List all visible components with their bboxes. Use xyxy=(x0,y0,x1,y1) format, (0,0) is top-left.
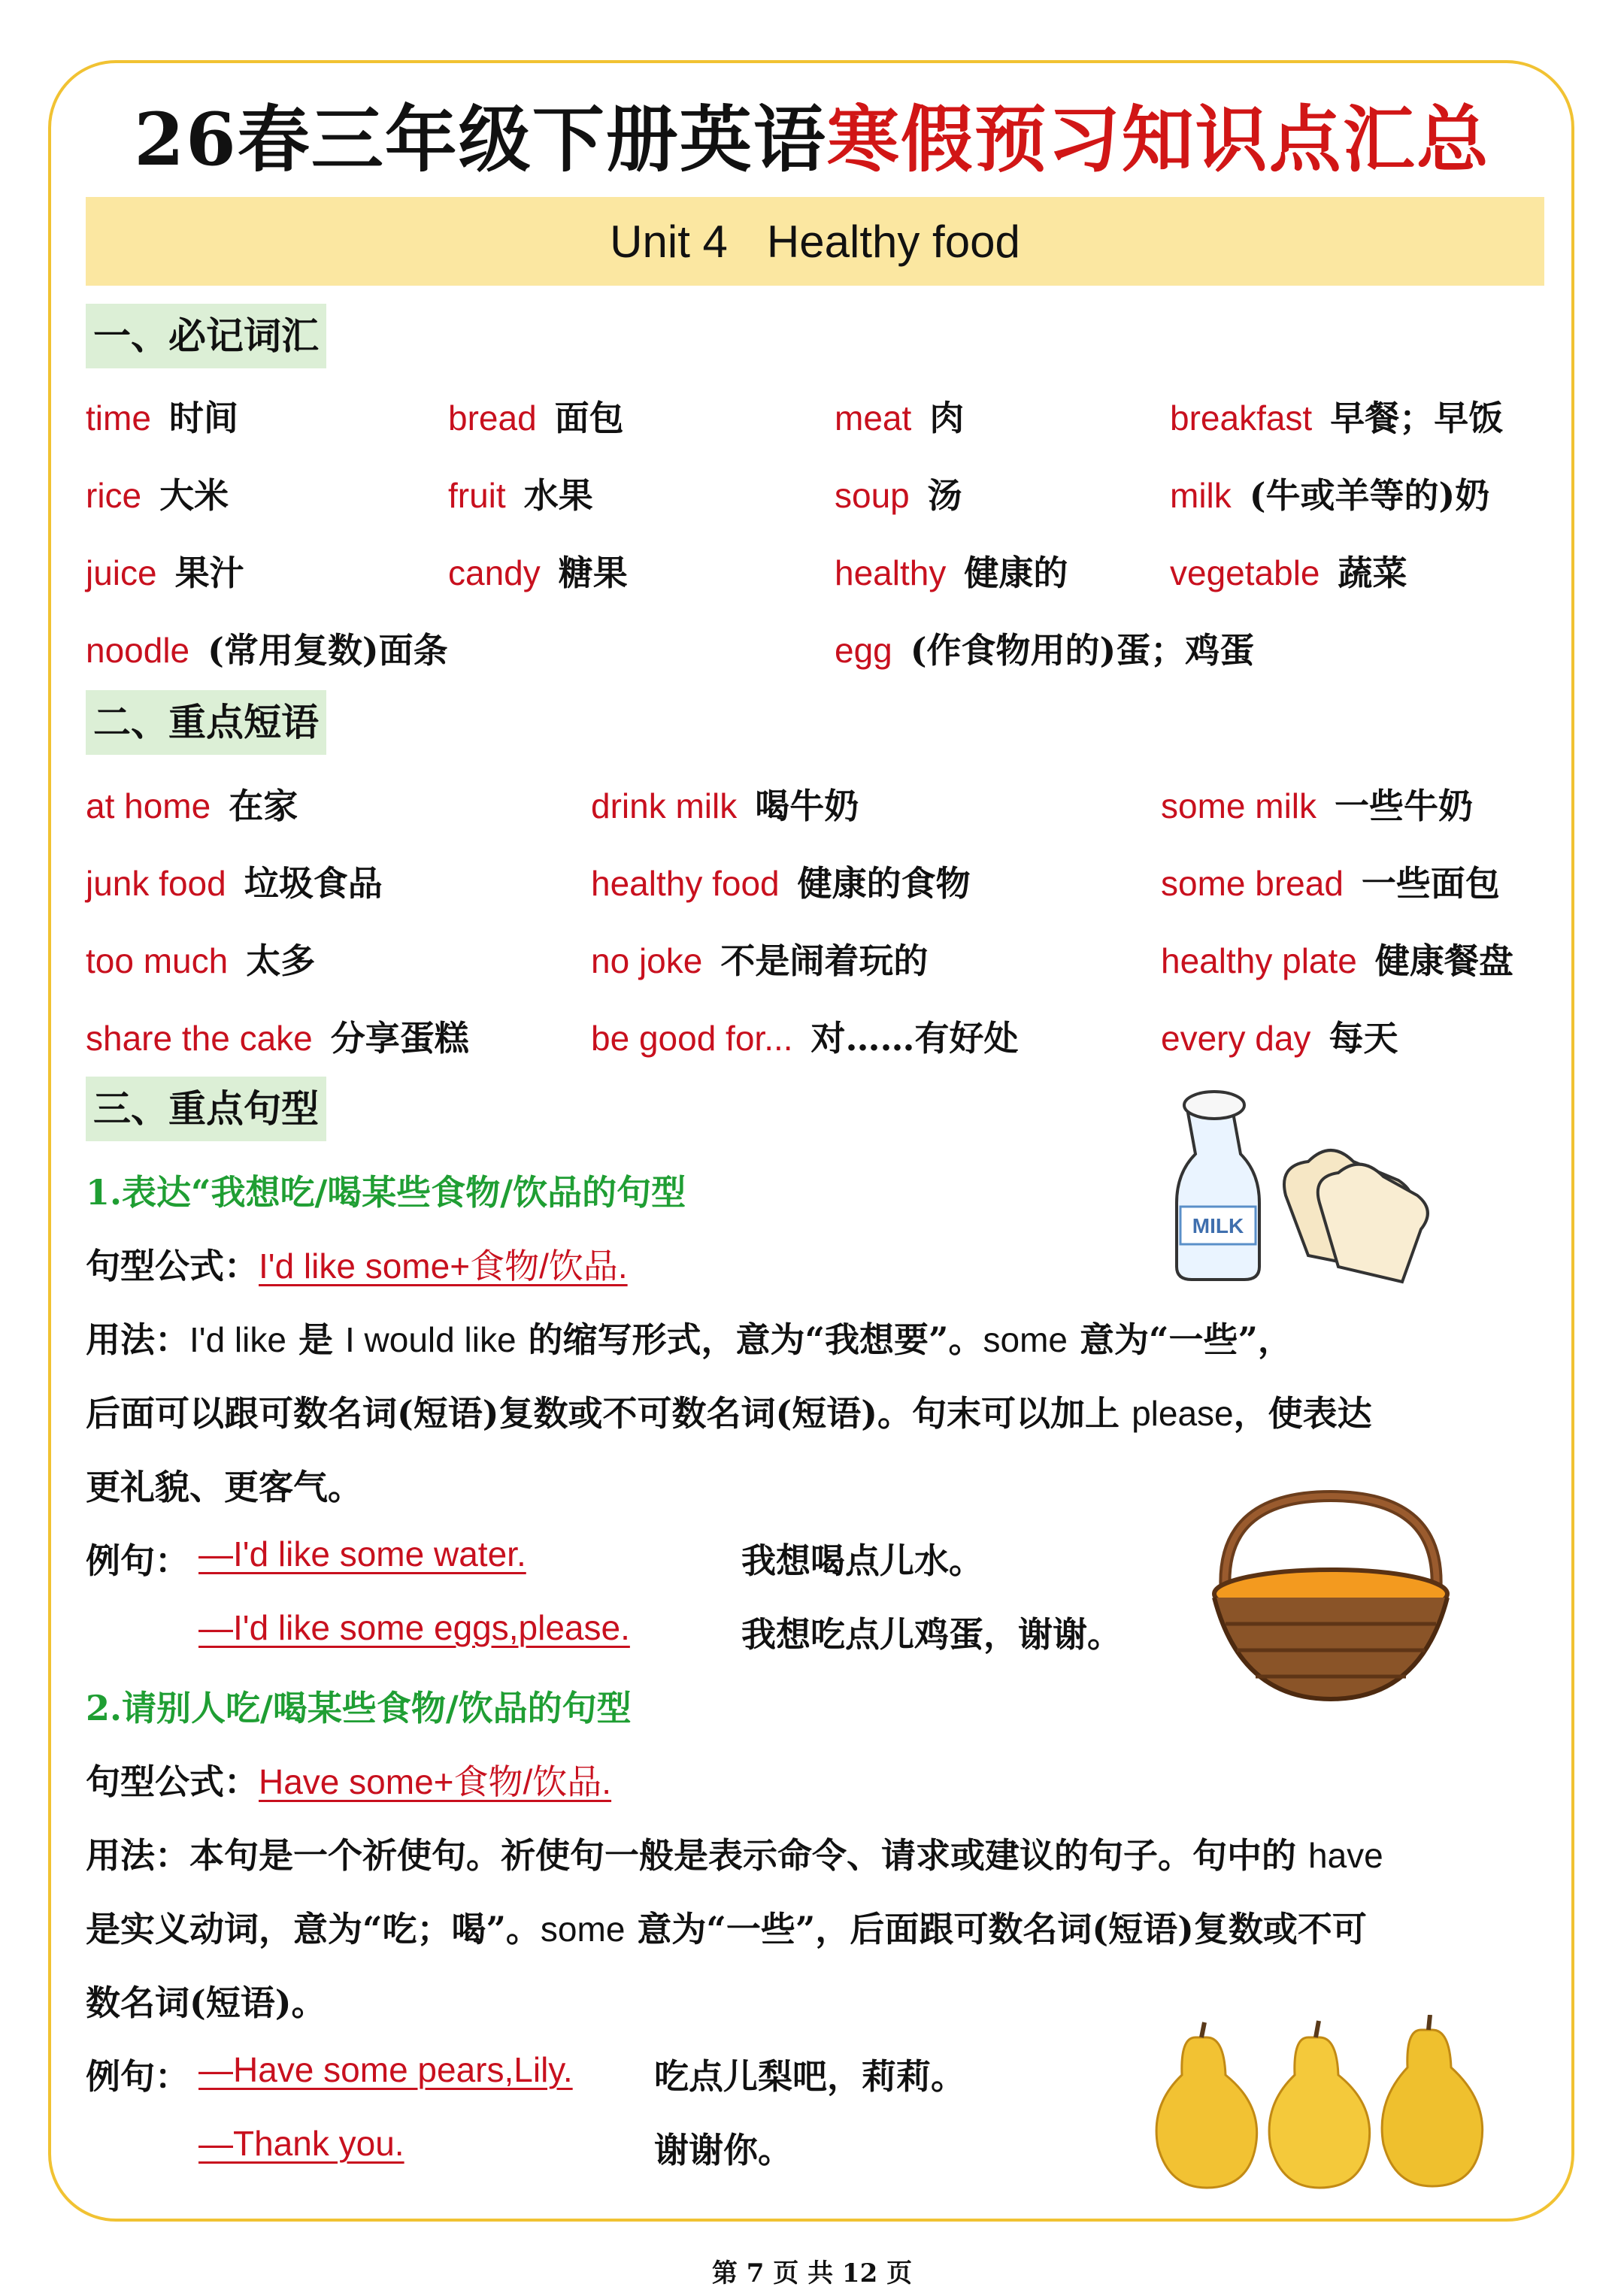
pattern1-formula: I'd like some+食物/饮品. xyxy=(259,1246,628,1286)
page-title: 26春三年级下册英语寒假预习知识点汇总 xyxy=(134,97,1490,182)
pattern1-usage-line2: 后面可以跟可数名词(短语)复数或不可数名词(短语)。句末可以加上 please，使表达 xyxy=(86,1393,1372,1434)
milk-bread-illustration xyxy=(1158,1083,1444,1286)
phrase-item: too much 太多 xyxy=(86,941,316,981)
vocab-item: vegetable 蔬菜 xyxy=(1170,553,1407,593)
vocab-item: egg (作食物用的)蛋；鸡蛋 xyxy=(835,630,1255,671)
vocab-item: breakfast 早餐；早饭 xyxy=(1170,398,1504,438)
phrase-item: share the cake 分享蛋糕 xyxy=(86,1018,469,1059)
pattern2-example1-zh: 吃点儿梨吧，莉莉。 xyxy=(654,2056,965,2097)
milk-bottle-icon xyxy=(1177,1092,1259,1280)
basket-icon xyxy=(1214,1496,1447,1699)
vocab-item: rice 大米 xyxy=(86,475,229,516)
pattern1-usage-line3: 更礼貌、更客气。 xyxy=(86,1467,362,1507)
pattern2-example2-en: —Thank you. xyxy=(198,2124,404,2163)
svg-text:MILK: MILK xyxy=(1192,1214,1244,1237)
phrase-item: healthy food 健康的食物 xyxy=(591,863,971,904)
pattern1-usage-line1: 用法：I'd like 是 I would like 的缩写形式，意为“我想要”。some 意为“一些”， xyxy=(86,1319,1292,1360)
vocab-item: fruit 水果 xyxy=(448,475,593,516)
phrase-item: be good for... 对……有好处 xyxy=(591,1018,1019,1059)
vocab-item: juice 果汁 xyxy=(86,553,244,593)
vocab-item: bread 面包 xyxy=(448,398,624,438)
egg-basket-illustration xyxy=(1195,1489,1466,1714)
pattern1-example2-zh: 我想吃点儿鸡蛋，谢谢。 xyxy=(741,1614,1122,1655)
pattern2-usage-line3: 数名词(短语)。 xyxy=(86,1982,326,2023)
pear-icon xyxy=(1156,2022,1257,2188)
pattern1-example1-en: —I'd like some water. xyxy=(198,1534,526,1574)
pattern2-heading: 2.请别人吃/喝某些食物/饮品的句型 xyxy=(86,1688,632,1728)
vocab-item: soup 汤 xyxy=(835,475,962,516)
pattern1-example-label: 例句： xyxy=(86,1540,189,1581)
pear-icon xyxy=(1382,2015,1483,2186)
pattern1-example1-zh: 我想喝点儿水。 xyxy=(741,1540,983,1581)
unit-topic: Healthy food xyxy=(766,216,1020,267)
pattern2-example2-zh: 谢谢你。 xyxy=(654,2130,792,2170)
phrase-item: no joke 不是闹着玩的 xyxy=(591,941,929,981)
bread-icon xyxy=(1284,1150,1428,1282)
phrase-item: junk food 垃圾食品 xyxy=(86,863,383,904)
pattern2-formula: Have some+食物/饮品. xyxy=(259,1762,612,1801)
phrase-item: some milk 一些牛奶 xyxy=(1161,786,1474,826)
section-heading-sentences: 三、重点句型 xyxy=(86,1077,326,1141)
vocab-item: time 时间 xyxy=(86,398,238,438)
pattern2-example1-en: —Have some pears,Lily. xyxy=(198,2050,573,2089)
phrase-item: some bread 一些面包 xyxy=(1161,863,1500,904)
pattern2-example-label: 例句： xyxy=(86,2056,189,2097)
vocab-item: noodle (常用复数)面条 xyxy=(86,630,448,671)
vocab-item: meat 肉 xyxy=(835,398,965,438)
unit-number: Unit 4 xyxy=(610,216,728,267)
pattern2-formula-row: 句型公式：Have some+食物/饮品. xyxy=(86,1761,612,1802)
page-footer: 第 7 页 共 12 页 xyxy=(711,2258,913,2288)
pattern2-usage-line2: 是实义动词，意为“吃；喝”。some 意为“一些”，后面跟可数名词(短语)复数或不可 xyxy=(86,1909,1367,1949)
section-heading-vocab: 一、必记词汇 xyxy=(86,304,326,368)
phrase-item: healthy plate 健康餐盘 xyxy=(1161,941,1513,981)
pattern1-example2-en: —I'd like some eggs,please. xyxy=(198,1608,630,1647)
phrase-item: at home 在家 xyxy=(86,786,298,826)
vocab-item: candy 糖果 xyxy=(448,553,628,593)
vocab-item: milk (牛或羊等的)奶 xyxy=(1170,475,1490,516)
phrase-item: drink milk 喝牛奶 xyxy=(591,786,859,826)
vocab-item: healthy 健康的 xyxy=(835,553,1068,593)
section-heading-phrases: 二、重点短语 xyxy=(86,690,326,755)
phrase-item: every day 每天 xyxy=(1161,1018,1398,1059)
pattern2-usage-line1: 用法：本句是一个祈使句。祈使句一般是表示命令、请求或建议的句子。句中的 have xyxy=(86,1835,1383,1876)
pattern1-formula-row: 句型公式：I'd like some+食物/饮品. xyxy=(86,1246,628,1286)
unit-banner xyxy=(86,197,1544,286)
pear-icon xyxy=(1269,2021,1370,2188)
pattern1-heading: 1.表达“我想吃/喝某些食物/饮品的句型 xyxy=(86,1172,686,1213)
pears-illustration xyxy=(1135,2015,1496,2195)
